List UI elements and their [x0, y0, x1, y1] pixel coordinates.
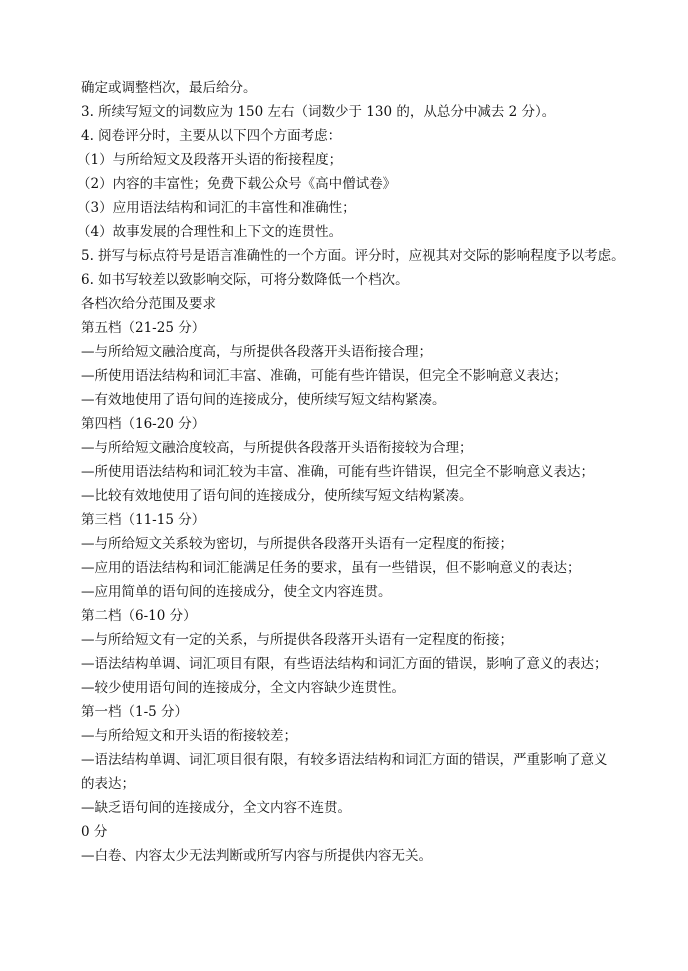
grade-1-criterion-continued: 的表达；	[81, 776, 135, 792]
grade-3-criterion: —应用简单的语句间的连接成分，使全文内容连贯。	[81, 584, 392, 600]
grade-3-heading: 第三档（11-15 分）	[81, 512, 206, 528]
grade-3-criterion: —与所给短文关系较为密切，与所提供各段落开头语有一定程度的衔接；	[81, 536, 513, 552]
grade-3-criterion: —应用的语法结构和词汇能满足任务的要求，虽有一些错误，但不影响意义的表达；	[81, 560, 581, 576]
grade-2-criterion: —较少使用语句间的连接成分，全文内容缺少连贯性。	[81, 680, 405, 696]
rule-4-item-1: （1）与所给短文及段落开头语的衔接程度；	[77, 152, 343, 168]
grade-2-criterion: —与所给短文有一定的关系，与所提供各段落开头语有一定程度的衔接；	[81, 632, 513, 648]
grade-4-criterion: —与所给短文融洽度较高，与所提供各段落开头语衔接较为合理；	[81, 440, 473, 456]
rule-4-item-3: （3）应用语法结构和词汇的丰富性和准确性；	[77, 200, 356, 216]
grade-1-criterion: —与所给短文和开头语的衔接较差；	[81, 728, 297, 744]
grade-5-heading: 第五档（21-25 分）	[81, 320, 206, 336]
grade-1-criterion: —缺乏语句间的连接成分，全文内容不连贯。	[81, 800, 351, 816]
text-line: 确定或调整档次，最后给分。	[81, 80, 257, 96]
grade-2-criterion: —语法结构单调、词汇项目有限，有些语法结构和词汇方面的错误，影响了意义的表达；	[81, 656, 608, 672]
rule-6: 6. 如书写较差以致影响交际，可将分数降低一个档次。	[81, 272, 409, 288]
grade-4-heading: 第四档（16-20 分）	[81, 416, 206, 432]
grade-1-criterion: —语法结构单调、词汇项目很有限，有较多语法结构和词汇方面的错误，严重影响了意义	[81, 752, 608, 768]
grade-4-criterion: —所使用语法结构和词汇较为丰富、准确，可能有些许错误，但完全不影响意义表达；	[81, 464, 594, 480]
rule-4-item-2: （2）内容的丰富性；免费下载公众号《高中僧试卷》	[77, 176, 397, 192]
grade-0-heading: 0 分	[81, 824, 108, 840]
grade-5-criterion: —与所给短文融洽度高，与所提供各段落开头语衔接合理；	[81, 344, 432, 360]
grade-1-heading: 第一档（1-5 分）	[81, 704, 189, 720]
grade-5-criterion: —有效地使用了语句间的连接成分，使所续写短文结构紧凑。	[81, 392, 446, 408]
section-heading: 各档次给分范围及要求	[81, 296, 216, 312]
rule-4-item-4: （4）故事发展的合理性和上下文的连贯性。	[77, 224, 343, 240]
rule-3: 3. 所续写短文的词数应为 150 左右（词数少于 130 的，从总分中减去 2 分）。	[81, 104, 556, 120]
grade-4-criterion: —比较有效地使用了语句间的连接成分，使所续写短文结构紧凑。	[81, 488, 473, 504]
rule-5: 5. 拼写与标点符号是语言准确性的一个方面。评分时，应视其对交际的影响程度予以考虑。	[81, 248, 625, 264]
grade-5-criterion: —所使用语法结构和词汇丰富、准确，可能有些许错误，但完全不影响意义表达；	[81, 368, 567, 384]
grade-0-criterion: —白卷、内容太少无法判断或所写内容与所提供内容无关。	[81, 848, 432, 864]
grade-2-heading: 第二档（6-10 分）	[81, 608, 197, 624]
scoring-rubric-text	[77, 76, 641, 868]
rule-4: 4. 阅卷评分时，主要从以下四个方面考虑：	[81, 128, 342, 144]
